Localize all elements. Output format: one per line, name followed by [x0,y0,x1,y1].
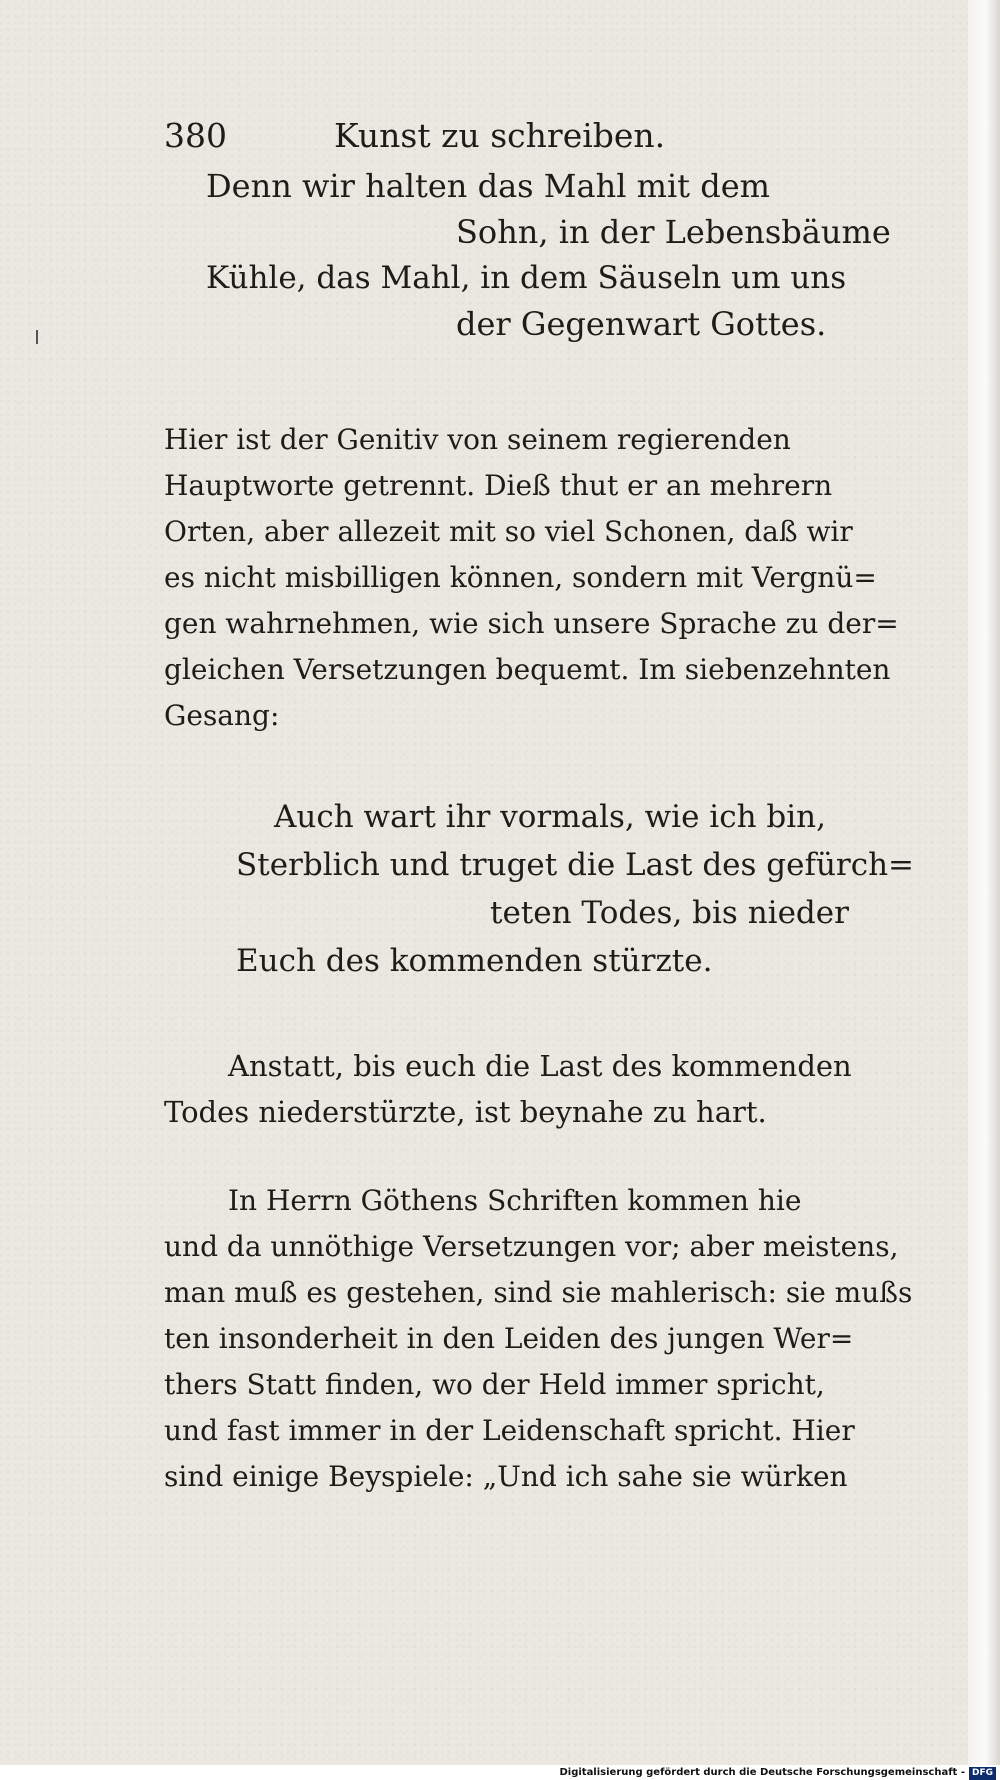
footer-text: Digitalisierung gefördert durch die Deutsche Forschungsgemeinschaft - [559,1767,965,1778]
page-edge [968,0,1000,1780]
text-line: gleichen Versetzungen bequemt. Im siebenzehnten [164,653,891,686]
text-line: In Herrn Göthens Schriften kommen hie [228,1184,802,1217]
text-line: Orten, aber allezeit mit so viel Schonen, daß wir [164,515,853,548]
quote-line: teten Todes, bis nieder [490,895,849,931]
quote-line: Sterblich und truget die Last des gefürch= [236,847,915,883]
text-line: es nicht misbilligen können, sondern mit Vergnü= [164,561,877,594]
page-number: 380 [164,116,227,155]
text-line: Gesang: [164,699,280,732]
quote-line: Denn wir halten das Mahl mit dem [206,167,770,205]
quote-line: der Gegenwart Gottes. [456,305,827,343]
text-line: und da unnöthige Versetzungen vor; aber meistens, [164,1230,899,1263]
digitization-footer [0,1765,1000,1780]
text-line: thers Statt finden, wo der Held immer spricht, [164,1368,825,1401]
dfg-logo: DFG [969,1767,996,1780]
text-line: gen wahrnehmen, wie sich unsere Sprache zu der= [164,607,899,640]
text-line: Hauptworte getrennt. Dieß thut er an mehrern [164,469,833,502]
quote-line: Auch wart ihr vormals, wie ich bin, [274,799,826,835]
text-line: Todes niederstürzte, ist beynahe zu hart. [164,1095,767,1129]
text-line: Anstatt, bis euch die Last des kommenden [228,1049,852,1083]
text-line: sind einige Beyspiele: „Und ich sahe sie würken [164,1460,848,1493]
text-line: Hier ist der Genitiv von seinem regierenden [164,423,791,456]
running-header [164,116,665,156]
quote-line: Sohn, in der Lebensbäume [456,213,891,251]
text-line: ten insonderheit in den Leiden des jungen Wer= [164,1322,854,1355]
quote-line: Kühle, das Mahl, in dem Säuseln um uns [206,260,847,296]
margin-mark [36,330,38,344]
text-line: und fast immer in der Leidenschaft spricht. Hier [164,1414,855,1447]
running-title: Kunst zu schreiben. [334,116,666,155]
quote-line: Euch des kommenden stürzte. [236,943,713,979]
text-line: man muß es gestehen, sind sie mahlerisch: sie mußs [164,1276,913,1309]
